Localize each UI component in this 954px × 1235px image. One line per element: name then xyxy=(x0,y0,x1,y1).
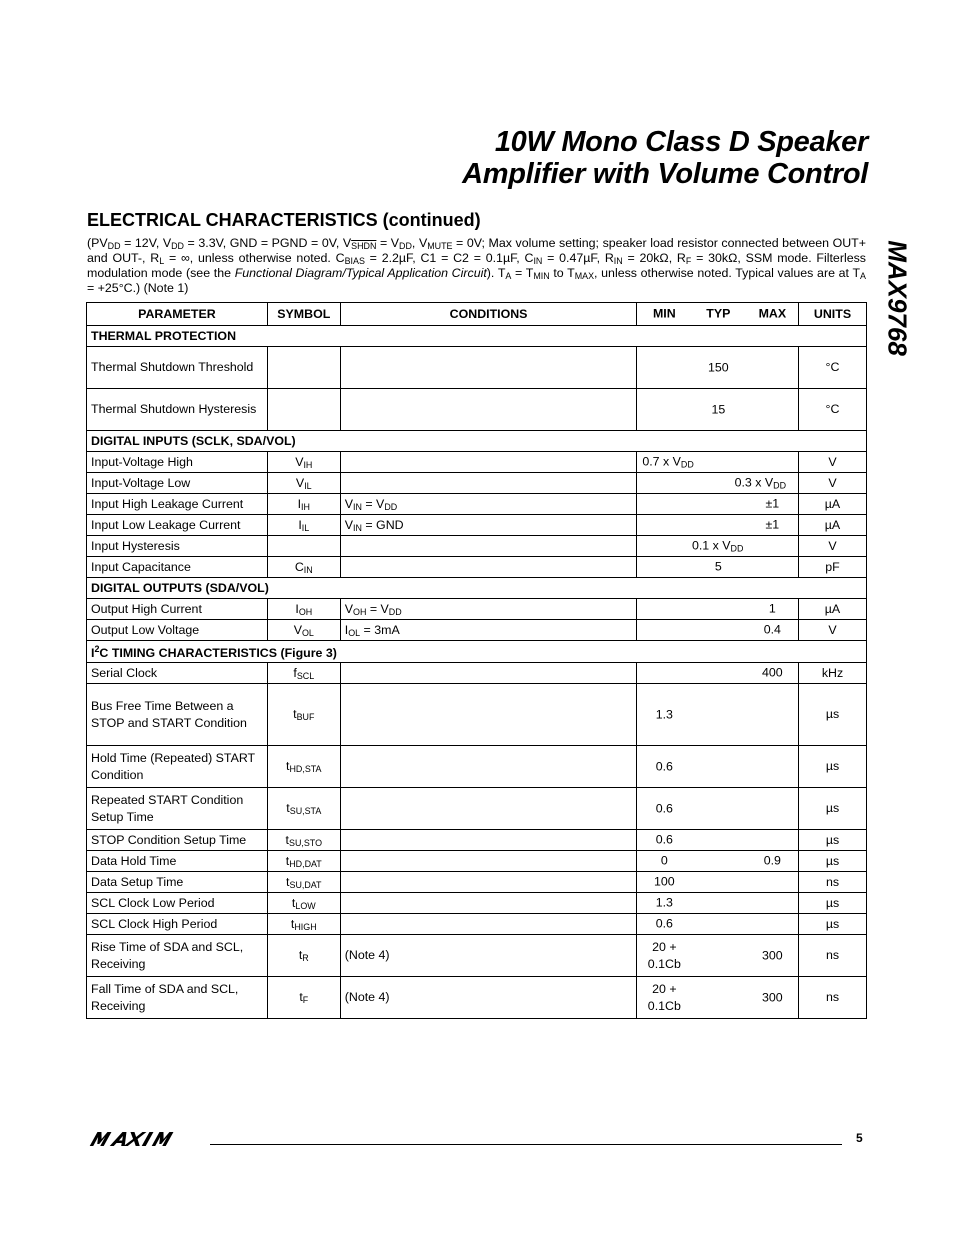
table-row xyxy=(87,788,867,830)
section-title: ELECTRICAL CHARACTERISTICS (continued) xyxy=(87,210,481,230)
values-cell xyxy=(637,347,799,389)
symbol-cell: $I_{OH}$ xyxy=(267,599,340,620)
min-value: 0.6 xyxy=(655,832,673,847)
table-row xyxy=(87,872,867,893)
table-row xyxy=(87,389,867,431)
table-row xyxy=(87,599,867,620)
units-cell: µA xyxy=(799,599,867,620)
max-value: 400 xyxy=(762,665,783,680)
param-cell: Input Capacitance xyxy=(87,557,268,578)
param-cell: Input Low Leakage Current xyxy=(87,515,268,536)
values-cell xyxy=(637,494,799,515)
header-typ: TYP xyxy=(706,306,731,321)
symbol-cell: $t_R$ xyxy=(267,935,340,977)
symbol-cell: $t_F$ xyxy=(267,977,340,1019)
min-value: 100 xyxy=(654,874,675,889)
conditions-cell xyxy=(340,452,637,473)
units-cell: µA xyxy=(799,494,867,515)
symbol-cell: $t_{SU,DAT}$ xyxy=(267,872,340,893)
symbol-cell: $C_{IN}$ xyxy=(267,557,340,578)
conditions-cell: $I_{OL} = 3mA$ xyxy=(340,620,637,641)
conditions-cell xyxy=(340,389,637,431)
param-cell: Bus Free Time Between a STOP and START Condition xyxy=(87,684,268,746)
conditions-cell xyxy=(340,557,637,578)
symbol-cell: $I_{IL}$ xyxy=(267,515,340,536)
units-cell: pF xyxy=(799,557,867,578)
min-value: 0.6 xyxy=(655,759,673,774)
conditions-cell xyxy=(340,684,637,746)
conditions-cell: (Note 4) xyxy=(340,977,637,1019)
table-row xyxy=(87,893,867,914)
values-cell xyxy=(637,684,799,746)
document-title xyxy=(108,126,868,190)
param-cell: SCL Clock Low Period xyxy=(87,893,268,914)
section-digital-outputs: DIGITAL OUTPUTS (SDA/VOL) xyxy=(87,578,867,599)
symbol-cell: $I_{IH}$ xyxy=(267,494,340,515)
section-thermal: THERMAL PROTECTION xyxy=(87,326,867,347)
maxim-logo xyxy=(87,1130,199,1148)
typ-value: 0.1 x $V_{DD}$ xyxy=(691,538,744,554)
units-cell: V xyxy=(799,536,867,557)
section-digital-inputs: DIGITAL INPUTS (SCLK, SDA/VOL) xyxy=(87,431,867,452)
table-row xyxy=(87,620,867,641)
values-cell xyxy=(637,914,799,935)
typ-value: 150 xyxy=(708,360,729,374)
symbol-cell xyxy=(267,347,340,389)
max-value: 0.9 xyxy=(763,853,781,868)
max-value: 0.3 x $V_{DD}$ xyxy=(734,475,787,491)
values-cell xyxy=(637,557,799,578)
units-cell: µs xyxy=(799,788,867,830)
units-cell: ns xyxy=(799,977,867,1019)
symbol-cell: $V_{OL}$ xyxy=(267,620,340,641)
units-cell: µs xyxy=(799,893,867,914)
min-value: 0.6 xyxy=(655,801,673,816)
min-value: 0.6 xyxy=(655,916,673,931)
param-cell: Repeated START Condition Setup Time xyxy=(87,788,268,830)
conditions-cell xyxy=(340,746,637,788)
values-cell xyxy=(637,452,799,473)
param-cell: Fall Time of SDA and SCL, Receiving xyxy=(87,977,268,1019)
conditions-cell: $V_{IN}$ = GND xyxy=(340,515,637,536)
header-min-typ-max xyxy=(637,303,799,326)
conditions-cell: (Note 4) xyxy=(340,935,637,977)
table-row xyxy=(87,515,867,536)
symbol-cell: $t_{HD,STA}$ xyxy=(267,746,340,788)
values-cell xyxy=(637,389,799,431)
max-value: ±1 xyxy=(765,517,780,532)
param-cell: Rise Time of SDA and SCL, Receiving xyxy=(87,935,268,977)
param-cell: STOP Condition Setup Time xyxy=(87,830,268,851)
table-row xyxy=(87,473,867,494)
conditions-cell xyxy=(340,851,637,872)
units-cell: V xyxy=(799,452,867,473)
min-value: 0 xyxy=(660,853,668,868)
test-conditions: ($PV_{DD} = 12V$, $V_{DD} = 3.3V$, GND = PGND = 0V, $V_{SHDN} = V_{DD}$, $V_{MUTE} = 0V$; Max volume setting; speaker load resistor connected between OUT+ and OUT-, $R_L$ = ∞, unless otherwise noted. $C_{BIAS} = 2.2\mu F$, C1 = C2 = 0.1µF, $C_{IN} = 0.47\mu F$, $R_{IN} = 20k\Omega$, $R_F = 30k\Omega$, SSM mode. Filterless modulation mode (see the Functional Diagram/Typical Application Circuit). $T_A = T_{MIN}$ to $T_{MAX}$, unless otherwise noted. Typical values are at $T_A = +25^\circ C$.) (Note 1) xyxy=(87,236,866,295)
table-row xyxy=(87,663,867,684)
values-cell xyxy=(637,788,799,830)
units-cell: ns xyxy=(799,872,867,893)
values-cell xyxy=(637,515,799,536)
conditions-cell xyxy=(340,536,637,557)
min-value: 20 + 0.1Cb xyxy=(647,939,681,971)
header-max: MAX xyxy=(758,306,787,321)
param-cell: Thermal Shutdown Threshold xyxy=(87,347,268,389)
max-value: 300 xyxy=(762,990,783,1005)
table-header-row xyxy=(87,303,867,326)
values-cell xyxy=(637,663,799,684)
param-cell: Input-Voltage Low xyxy=(87,473,268,494)
units-cell: µs xyxy=(799,684,867,746)
table-row xyxy=(87,935,867,977)
section-row xyxy=(87,578,867,599)
header-units: UNITS xyxy=(799,303,867,326)
values-cell xyxy=(637,620,799,641)
min-value: 0.7 x $V_{DD}$ xyxy=(642,454,694,470)
symbol-cell: $t_{HIGH}$ xyxy=(267,914,340,935)
table-row xyxy=(87,746,867,788)
units-cell: V xyxy=(799,473,867,494)
title-line-1: 10W Mono Class D Speaker xyxy=(494,126,868,158)
units-cell: µs xyxy=(799,746,867,788)
symbol-cell xyxy=(267,536,340,557)
units-cell: ns xyxy=(799,935,867,977)
header-symbol: SYMBOL xyxy=(267,303,340,326)
table-row xyxy=(87,557,867,578)
param-cell: Input Hysteresis xyxy=(87,536,268,557)
table-row xyxy=(87,347,867,389)
header-parameter: PARAMETER xyxy=(87,303,268,326)
values-cell xyxy=(637,536,799,557)
conditions-cell xyxy=(340,347,637,389)
values-cell xyxy=(637,977,799,1019)
conditions-cell: $V_{IN} = V_{DD}$ xyxy=(340,494,637,515)
typ-value: 15 xyxy=(711,402,726,416)
section-i2c-timing: $I^2C$ TIMING CHARACTERISTICS (Figure 3) xyxy=(87,641,867,663)
section-row xyxy=(87,431,867,452)
units-cell: kHz xyxy=(799,663,867,684)
values-cell xyxy=(637,935,799,977)
param-cell: Serial Clock xyxy=(87,663,268,684)
part-number-text: MAX9768 xyxy=(882,240,913,356)
values-cell xyxy=(637,872,799,893)
min-value: 1.3 xyxy=(655,707,673,722)
max-value: 1 xyxy=(768,601,776,616)
conditions-cell: $V_{OH} = V_{DD}$ xyxy=(340,599,637,620)
table-row xyxy=(87,851,867,872)
conditions-cell xyxy=(340,663,637,684)
part-number-side-label xyxy=(867,218,927,378)
values-cell xyxy=(637,599,799,620)
header-min: MIN xyxy=(652,306,676,321)
conditions-cell xyxy=(340,830,637,851)
values-cell xyxy=(637,851,799,872)
symbol-cell: $f_{SCL}$ xyxy=(267,663,340,684)
header-conditions: CONDITIONS xyxy=(340,303,637,326)
section-row xyxy=(87,326,867,347)
values-cell xyxy=(637,893,799,914)
symbol-cell: $V_{IH}$ xyxy=(267,452,340,473)
units-cell: V xyxy=(799,620,867,641)
conditions-cell xyxy=(340,473,637,494)
symbol-cell: $V_{IL}$ xyxy=(267,473,340,494)
table-row xyxy=(87,830,867,851)
max-value: 0.4 xyxy=(763,622,781,637)
param-cell: Hold Time (Repeated) START Condition xyxy=(87,746,268,788)
typ-value: 5 xyxy=(714,559,722,574)
table-row xyxy=(87,684,867,746)
max-value: 300 xyxy=(762,948,783,963)
param-cell: Output Low Voltage xyxy=(87,620,268,641)
symbol-cell: $t_{SU,STO}$ xyxy=(267,830,340,851)
values-cell xyxy=(637,830,799,851)
conditions-cell xyxy=(340,914,637,935)
param-cell: Data Setup Time xyxy=(87,872,268,893)
param-cell: Input High Leakage Current xyxy=(87,494,268,515)
symbol-cell: $t_{LOW}$ xyxy=(267,893,340,914)
values-cell xyxy=(637,746,799,788)
page-number: 5 xyxy=(856,1131,863,1145)
param-cell: SCL Clock High Period xyxy=(87,914,268,935)
table-row xyxy=(87,452,867,473)
param-cell: Thermal Shutdown Hysteresis xyxy=(87,389,268,431)
footer-rule xyxy=(210,1144,842,1145)
table-row xyxy=(87,977,867,1019)
units-cell: µs xyxy=(799,830,867,851)
conditions-cell xyxy=(340,893,637,914)
electrical-characteristics-table xyxy=(86,302,867,1019)
table-row xyxy=(87,914,867,935)
param-cell: Output High Current xyxy=(87,599,268,620)
max-value: ±1 xyxy=(765,496,780,511)
units-cell: µs xyxy=(799,914,867,935)
param-cell: Input-Voltage High xyxy=(87,452,268,473)
units-cell: µA xyxy=(799,515,867,536)
symbol-cell xyxy=(267,389,340,431)
units-cell: µs xyxy=(799,851,867,872)
section-row xyxy=(87,641,867,663)
table-row xyxy=(87,536,867,557)
min-value: 1.3 xyxy=(655,895,673,910)
conditions-cell xyxy=(340,788,637,830)
symbol-cell: $t_{BUF}$ xyxy=(267,684,340,746)
symbol-cell: $t_{SU,STA}$ xyxy=(267,788,340,830)
param-cell: Data Hold Time xyxy=(87,851,268,872)
symbol-cell: $t_{HD,DAT}$ xyxy=(267,851,340,872)
min-value: 20 + 0.1Cb xyxy=(647,981,681,1013)
title-line-2: Amplifier with Volume Control xyxy=(462,158,868,190)
values-cell xyxy=(637,473,799,494)
maxim-logo-mark xyxy=(87,1130,199,1148)
units-cell: °C xyxy=(799,389,867,431)
table-row xyxy=(87,494,867,515)
units-cell: °C xyxy=(799,347,867,389)
conditions-cell xyxy=(340,872,637,893)
